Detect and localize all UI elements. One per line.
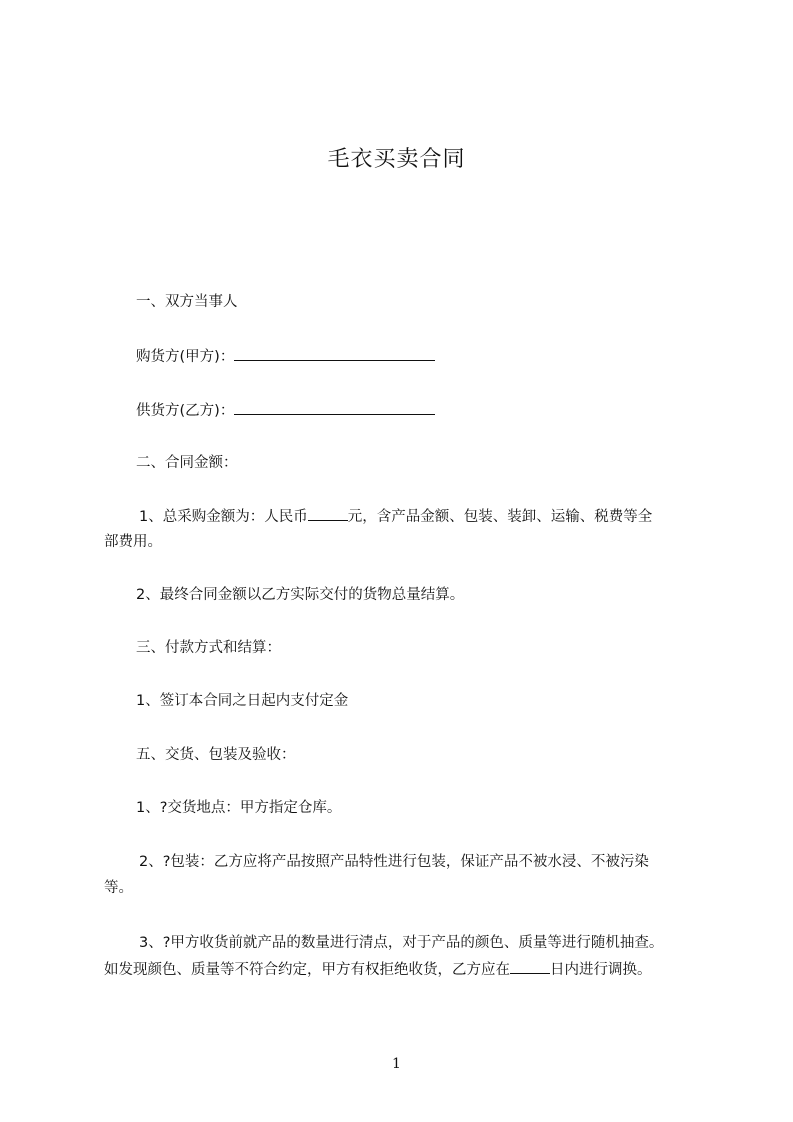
- s5-item2-line1: 2、?包装：乙方应将产品按照产品特性进行包装，保证产品不被水浸、不被污染: [139, 854, 649, 870]
- document-title: 毛衣买卖合同: [327, 147, 466, 172]
- page-number: 1: [392, 1056, 401, 1072]
- buyer-label: 购货方(甲方)：: [136, 349, 235, 365]
- section5-heading: 五、交货、包装及验收：: [136, 747, 296, 763]
- section2-heading: 二、合同金额：: [136, 455, 238, 471]
- seller-line: [136, 400, 435, 421]
- s2-item1-line2: 部费用。: [104, 534, 162, 550]
- s5-item2-line2: 等。: [104, 880, 133, 896]
- section1-heading: 一、双方当事人: [136, 294, 238, 310]
- buyer-blank: [234, 346, 435, 361]
- s5-item3-text-b: 如发现颜色、质量等不符合约定，甲方有权拒绝收货，乙方应在: [104, 962, 510, 978]
- section3-heading: 三、付款方式和结算：: [136, 640, 281, 656]
- s5-item3-line2: [104, 959, 652, 980]
- days-blank: [510, 959, 550, 974]
- s5-item1: 1、?交货地点：甲方指定仓库。: [136, 800, 342, 816]
- s5-item3-line1: 3、?甲方收货前就产品的数量进行清点，对于产品的颜色、质量等进行随机抽查。: [139, 935, 664, 951]
- amount-blank: [308, 506, 348, 521]
- seller-blank: [234, 400, 435, 415]
- seller-label: 供货方(乙方)：: [136, 403, 235, 419]
- s2-item2: 2、最终合同金额以乙方实际交付的货物总量结算。: [136, 587, 465, 603]
- buyer-line: [136, 346, 435, 367]
- s3-item1: 1、签订本合同之日起内支付定金: [136, 693, 349, 709]
- s2-item1-text-a: 1、总采购金额为：人民币: [139, 509, 308, 525]
- s2-item1-text-b: 元，含产品金额、包装、装卸、运输、税费等全: [347, 509, 653, 525]
- s2-item1-line1: [139, 506, 652, 527]
- s5-item3-text-c: 日内进行调换。: [550, 962, 652, 978]
